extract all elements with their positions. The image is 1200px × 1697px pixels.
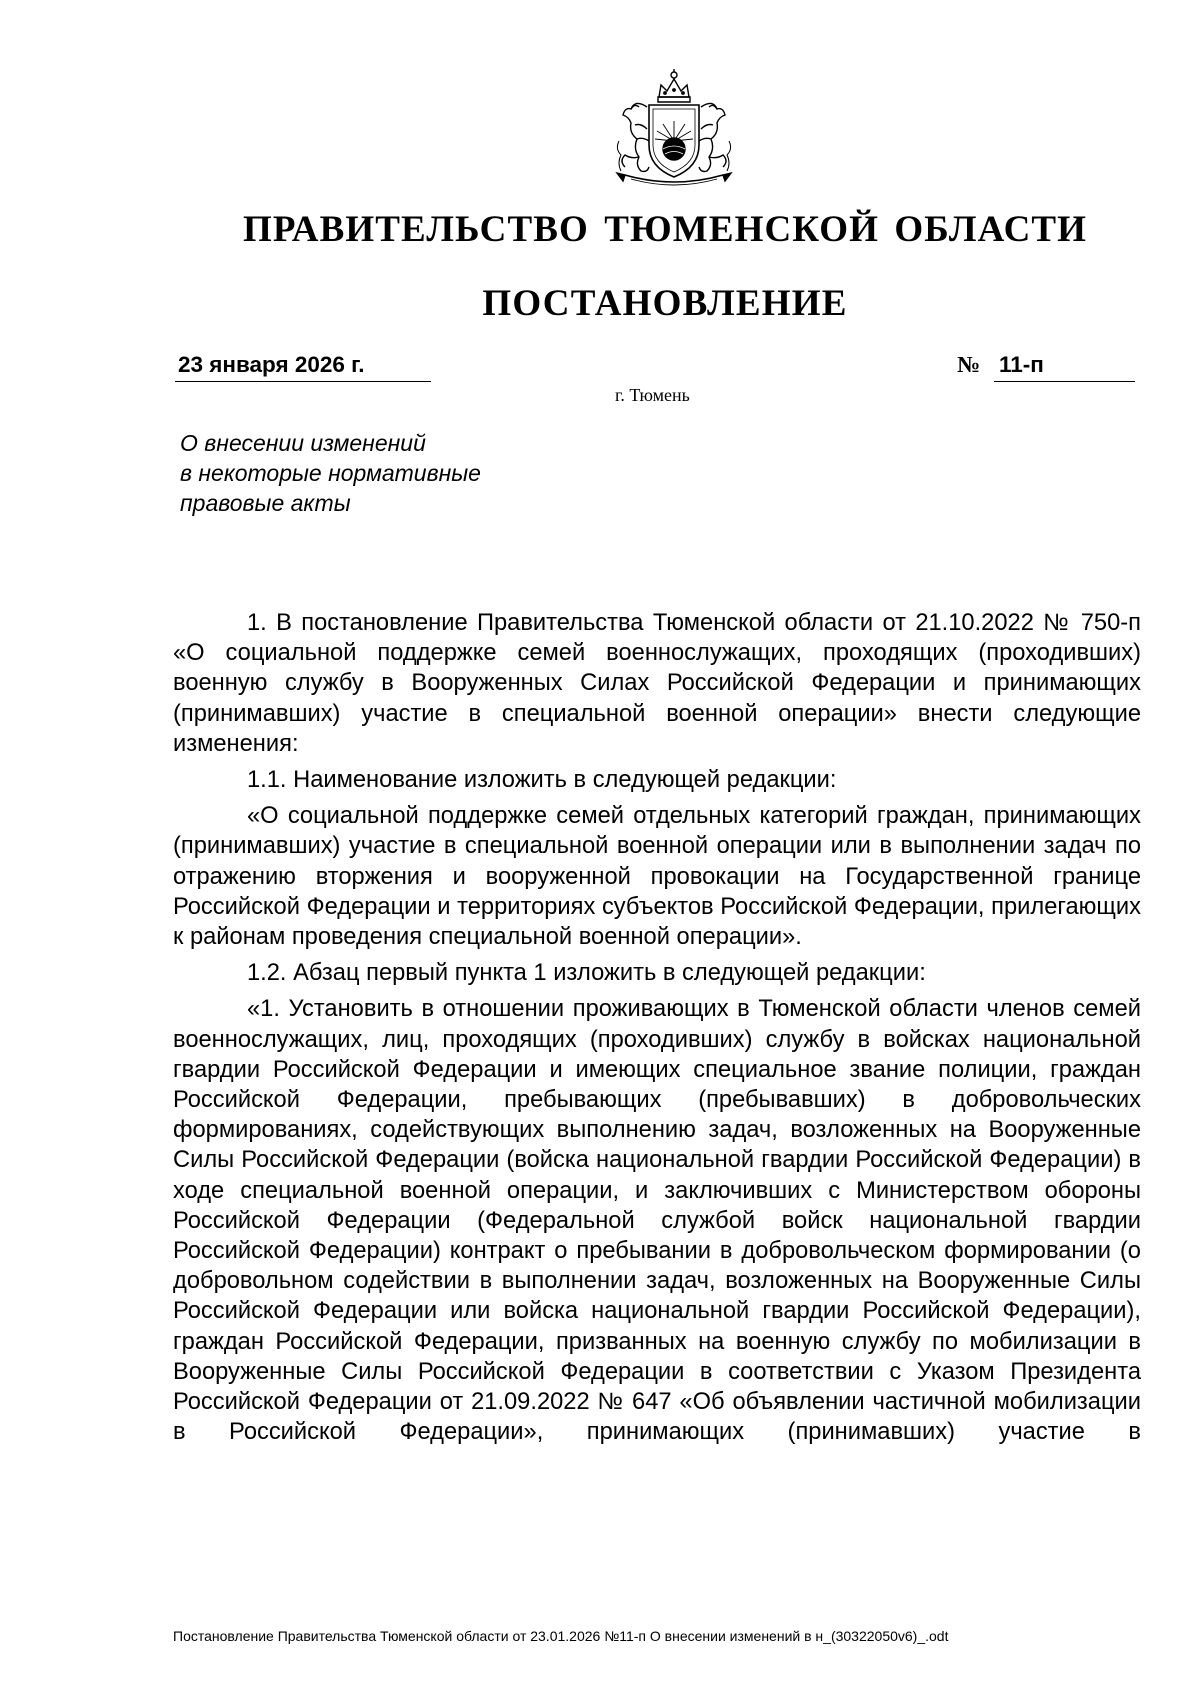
body-paragraph: 1.1. Наименование изложить в следующей редакции: — [247, 767, 837, 794]
government-title: ПРАВИТЕЛЬСТВО ТЮМЕНСКОЙ ОБЛАСТИ — [242, 209, 1088, 250]
subject-line: правовые акты — [180, 490, 351, 516]
body-paragraph: 1. В постановление Правительства Тюменской области от 21.10.2022 № 750-п «О социальной поддержке семей военнослужащих, проходящих (проходивших) военную службу в Вооруженных Силах Российской Федерации и принимающих (принимавших) участие в специальной военной операции» внести следующие изменения: — [173, 610, 1141, 757]
body-paragraph: 1.2. Абзац первый пункта 1 изложить в следующей редакции: — [247, 960, 926, 987]
document-subject — [180, 428, 481, 518]
city-label: г. Тюмень — [615, 385, 690, 405]
document-body — [173, 608, 1141, 1447]
subject-line: О внесении изменений — [180, 430, 426, 456]
number-sign: № — [957, 352, 981, 377]
document-footer: Постановление Правительства Тюменской области от 23.01.2026 №11-п О внесении изменений в н_(30322050v6)_.odt — [173, 1628, 949, 1644]
date-field — [175, 352, 431, 382]
document-type-title: ПОСТАНОВЛЕНИЕ — [482, 283, 848, 324]
body-paragraph: «О социальной поддержке семей отдельных категорий граждан, принимающих (принимавших) участие в специальной военной операции или в выполнении задач по отражению вторжения и вооруженной провокации на Государственной границе Российской Федерации и территориях субъектов Российской Федерации, прилегающих к районам проведения специальной военной операции». — [173, 803, 1141, 951]
subject-line: в некоторые нормативные — [180, 460, 481, 486]
document-number: 11-п — [999, 352, 1044, 377]
body-paragraph: «1. Установить в отношении проживающих в Тюменской области членов семей военнослужащих, лиц, проходящих (проходивших) службу в войсках национальной гвардии Российской Федерации и имеющих специальное звание полиции, граждан Российской Федерации, пребывающих (пребывавших) в добровольческих формированиях, содействующих выполнению задач, возложенных на Вооруженные Силы Российской Федерации (войска национальной гвардии Российской Федерации) в ходе специальной военной операции, и заключивших с Министерством обороны Российской Федерации (Федеральной службой войск национальной гвардии Российской Федерации) контракт о пребывании в добровольческом формировании (о добровольном содействии в выполнении задач, возложенных на Вооруженные Силы Российской Федерации или войска национальной гвардии Российской Федерации), граждан Российской Федерации, призванных на военную службу по мобилизации в Вооруженные Силы Российской Федерации в соответствии с Указом Президента Российской Федерации от 21.09.2022 № 647 «Об объявлении частичной мобилизации в Российской Федерации», принимающих (принимавших) участие в — [173, 996, 1141, 1446]
number-field — [994, 352, 1135, 382]
coat-of-arms-icon — [595, 63, 753, 193]
document-date: 23 января 2026 г. — [178, 352, 365, 377]
